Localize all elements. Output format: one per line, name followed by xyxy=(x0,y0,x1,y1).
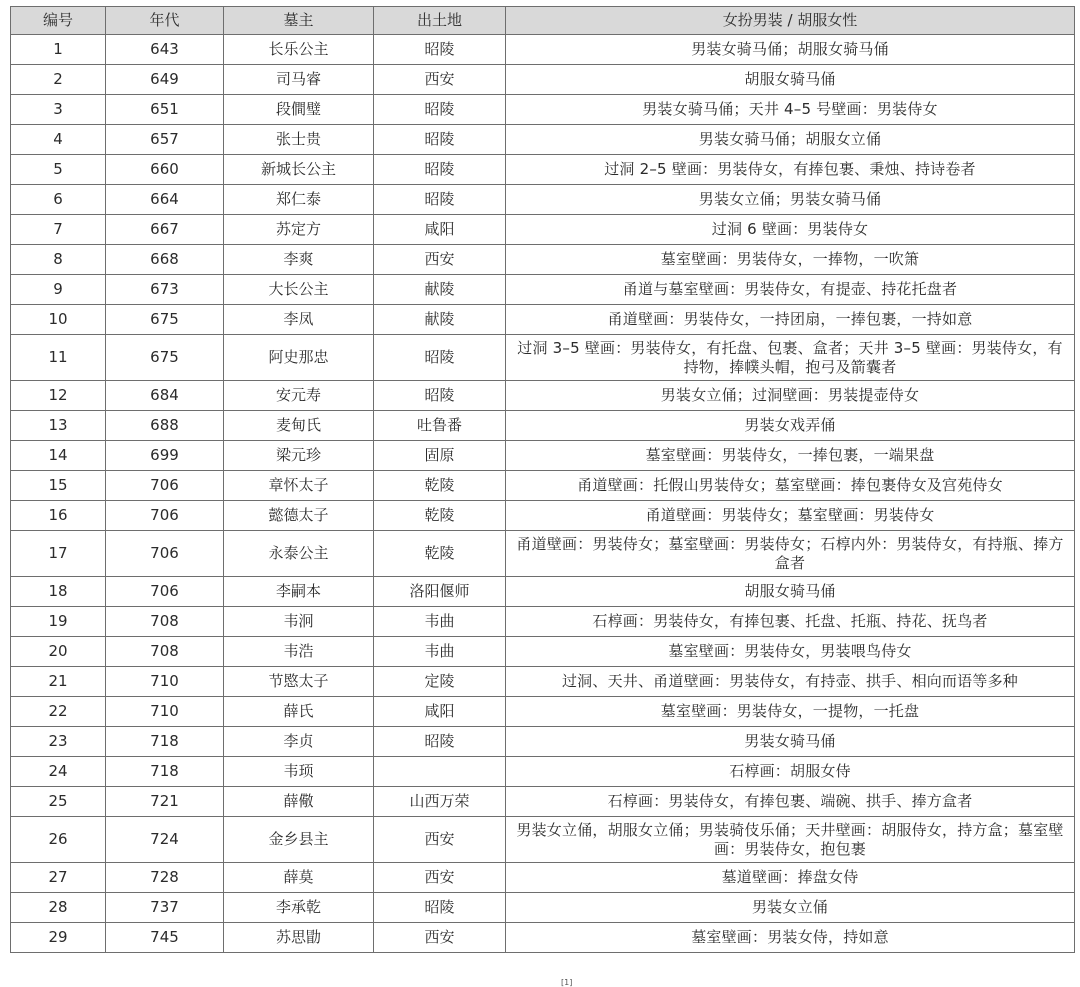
cell-tomb-owner: 薛儆 xyxy=(224,787,374,817)
table-row xyxy=(11,727,1075,757)
cell-excavation-site: 昭陵 xyxy=(374,381,506,411)
table-row xyxy=(11,335,1075,381)
tomb-table-container xyxy=(10,6,1074,953)
cell-number: 3 xyxy=(11,95,106,125)
cell-description: 甬道壁画：男装侍女；墓室壁画：男装侍女 xyxy=(506,501,1075,531)
table-row xyxy=(11,787,1075,817)
cell-excavation-site: 乾陵 xyxy=(374,471,506,501)
cell-year: 684 xyxy=(106,381,224,411)
cell-year: 728 xyxy=(106,863,224,893)
header-year: 年代 xyxy=(106,7,224,35)
cell-tomb-owner: 懿德太子 xyxy=(224,501,374,531)
cell-tomb-owner: 张士贵 xyxy=(224,125,374,155)
cell-tomb-owner: 李嗣本 xyxy=(224,577,374,607)
table-row xyxy=(11,125,1075,155)
cell-year: 667 xyxy=(106,215,224,245)
table-row xyxy=(11,245,1075,275)
table-row xyxy=(11,893,1075,923)
cell-year: 706 xyxy=(106,501,224,531)
cell-description: 甬道壁画：托假山男装侍女；墓室壁画：捧包裹侍女及宫苑侍女 xyxy=(506,471,1075,501)
header-number: 编号 xyxy=(11,7,106,35)
cell-description: 过洞 6 壁画：男装侍女 xyxy=(506,215,1075,245)
cell-tomb-owner: 金乡县主 xyxy=(224,817,374,863)
cell-tomb-owner: 李凤 xyxy=(224,305,374,335)
cell-tomb-owner: 大长公主 xyxy=(224,275,374,305)
cell-tomb-owner: 新城长公主 xyxy=(224,155,374,185)
cell-excavation-site: 韦曲 xyxy=(374,637,506,667)
cell-year: 710 xyxy=(106,667,224,697)
cell-excavation-site: 洛阳偃师 xyxy=(374,577,506,607)
cell-description: 墓室壁画：男装侍女，一捧物，一吹箫 xyxy=(506,245,1075,275)
cell-excavation-site: 昭陵 xyxy=(374,155,506,185)
table-row xyxy=(11,923,1075,953)
cell-excavation-site: 西安 xyxy=(374,923,506,953)
cell-tomb-owner: 梁元珍 xyxy=(224,441,374,471)
cell-description: 男装女立俑 xyxy=(506,893,1075,923)
cell-year: 643 xyxy=(106,35,224,65)
cell-description: 墓室壁画：男装侍女，一捧包裹，一端果盘 xyxy=(506,441,1075,471)
cell-tomb-owner: 司马睿 xyxy=(224,65,374,95)
cell-number: 9 xyxy=(11,275,106,305)
table-row xyxy=(11,863,1075,893)
table-row xyxy=(11,667,1075,697)
cell-number: 23 xyxy=(11,727,106,757)
cell-excavation-site: 昭陵 xyxy=(374,125,506,155)
cell-year: 673 xyxy=(106,275,224,305)
header-description: 女扮男装 / 胡服女性 xyxy=(506,7,1075,35)
footnote-marker: [1] xyxy=(561,978,573,987)
cell-description: 男装女戏弄俑 xyxy=(506,411,1075,441)
cell-number: 17 xyxy=(11,531,106,577)
cell-number: 18 xyxy=(11,577,106,607)
cell-excavation-site: 昭陵 xyxy=(374,185,506,215)
cell-description: 男装女立俑；男装女骑马俑 xyxy=(506,185,1075,215)
cell-tomb-owner: 薛氏 xyxy=(224,697,374,727)
table-row xyxy=(11,215,1075,245)
cell-number: 2 xyxy=(11,65,106,95)
table-row xyxy=(11,607,1075,637)
cell-year: 651 xyxy=(106,95,224,125)
table-row xyxy=(11,65,1075,95)
table-row xyxy=(11,95,1075,125)
cell-excavation-site: 西安 xyxy=(374,65,506,95)
cell-tomb-owner: 韦浩 xyxy=(224,637,374,667)
cell-tomb-owner: 李爽 xyxy=(224,245,374,275)
cell-number: 5 xyxy=(11,155,106,185)
table-row xyxy=(11,501,1075,531)
table-row xyxy=(11,35,1075,65)
cell-excavation-site: 昭陵 xyxy=(374,335,506,381)
cell-excavation-site: 献陵 xyxy=(374,305,506,335)
cell-year: 718 xyxy=(106,727,224,757)
cell-year: 688 xyxy=(106,411,224,441)
cell-description: 墓室壁画：男装女侍，持如意 xyxy=(506,923,1075,953)
cell-description: 过洞 3–5 壁画：男装侍女，有托盘、包裹、盒者；天井 3–5 壁画：男装侍女，有持物，捧幞头帽，抱弓及箭囊者 xyxy=(506,335,1075,381)
cell-number: 24 xyxy=(11,757,106,787)
cell-year: 699 xyxy=(106,441,224,471)
tomb-figures-table xyxy=(10,6,1075,953)
cell-number: 7 xyxy=(11,215,106,245)
cell-description: 胡服女骑马俑 xyxy=(506,65,1075,95)
cell-number: 10 xyxy=(11,305,106,335)
table-row xyxy=(11,531,1075,577)
cell-year: 675 xyxy=(106,305,224,335)
cell-description: 甬道与墓室壁画：男装侍女，有提壶、持花托盘者 xyxy=(506,275,1075,305)
cell-description: 男装女骑马俑；天井 4–5 号壁画：男装侍女 xyxy=(506,95,1075,125)
cell-excavation-site: 定陵 xyxy=(374,667,506,697)
cell-description: 男装女立俑，胡服女立俑；男装骑伎乐俑；天井壁画：胡服侍女，持方盒；墓室壁画：男装侍女，抱包裹 xyxy=(506,817,1075,863)
table-body xyxy=(11,35,1075,953)
cell-year: 675 xyxy=(106,335,224,381)
cell-tomb-owner: 韦顼 xyxy=(224,757,374,787)
table-row xyxy=(11,471,1075,501)
cell-year: 668 xyxy=(106,245,224,275)
cell-year: 724 xyxy=(106,817,224,863)
cell-excavation-site: 西安 xyxy=(374,817,506,863)
cell-number: 25 xyxy=(11,787,106,817)
cell-excavation-site: 韦曲 xyxy=(374,607,506,637)
cell-description: 男装女骑马俑；胡服女骑马俑 xyxy=(506,35,1075,65)
cell-tomb-owner: 段僴璧 xyxy=(224,95,374,125)
cell-year: 721 xyxy=(106,787,224,817)
cell-excavation-site: 咸阳 xyxy=(374,215,506,245)
cell-number: 22 xyxy=(11,697,106,727)
cell-tomb-owner: 节愍太子 xyxy=(224,667,374,697)
cell-number: 4 xyxy=(11,125,106,155)
cell-tomb-owner: 永泰公主 xyxy=(224,531,374,577)
cell-year: 706 xyxy=(106,471,224,501)
cell-description: 甬道壁画：男装侍女，一持团扇，一捧包裹，一持如意 xyxy=(506,305,1075,335)
table-row xyxy=(11,185,1075,215)
cell-number: 27 xyxy=(11,863,106,893)
cell-year: 649 xyxy=(106,65,224,95)
cell-tomb-owner: 章怀太子 xyxy=(224,471,374,501)
cell-number: 20 xyxy=(11,637,106,667)
cell-number: 12 xyxy=(11,381,106,411)
cell-number: 16 xyxy=(11,501,106,531)
cell-tomb-owner: 安元寿 xyxy=(224,381,374,411)
cell-tomb-owner: 韦泂 xyxy=(224,607,374,637)
cell-number: 8 xyxy=(11,245,106,275)
cell-excavation-site: 固原 xyxy=(374,441,506,471)
cell-description: 过洞 2–5 壁画：男装侍女，有捧包裹、秉烛、持诗卷者 xyxy=(506,155,1075,185)
cell-excavation-site: 昭陵 xyxy=(374,35,506,65)
cell-excavation-site: 昭陵 xyxy=(374,95,506,125)
cell-number: 19 xyxy=(11,607,106,637)
cell-year: 664 xyxy=(106,185,224,215)
cell-tomb-owner: 苏思勖 xyxy=(224,923,374,953)
cell-tomb-owner: 郑仁泰 xyxy=(224,185,374,215)
cell-excavation-site: 西安 xyxy=(374,245,506,275)
cell-description: 男装女立俑；过洞壁画：男装提壶侍女 xyxy=(506,381,1075,411)
cell-number: 26 xyxy=(11,817,106,863)
cell-number: 28 xyxy=(11,893,106,923)
header-excavation-site: 出土地 xyxy=(374,7,506,35)
cell-year: 737 xyxy=(106,893,224,923)
cell-description: 墓室壁画：男装侍女，一提物，一托盘 xyxy=(506,697,1075,727)
cell-tomb-owner: 麦甸氏 xyxy=(224,411,374,441)
table-row xyxy=(11,275,1075,305)
cell-tomb-owner: 李贞 xyxy=(224,727,374,757)
cell-excavation-site: 西安 xyxy=(374,863,506,893)
cell-description: 男装女骑马俑；胡服女立俑 xyxy=(506,125,1075,155)
cell-description: 墓室壁画：男装侍女，男装喂鸟侍女 xyxy=(506,637,1075,667)
table-row xyxy=(11,697,1075,727)
cell-year: 708 xyxy=(106,637,224,667)
cell-number: 14 xyxy=(11,441,106,471)
cell-excavation-site: 咸阳 xyxy=(374,697,506,727)
cell-excavation-site: 山西万荣 xyxy=(374,787,506,817)
table-row xyxy=(11,577,1075,607)
table-header-row xyxy=(11,7,1075,35)
cell-year: 718 xyxy=(106,757,224,787)
cell-number: 1 xyxy=(11,35,106,65)
cell-number: 21 xyxy=(11,667,106,697)
cell-year: 710 xyxy=(106,697,224,727)
header-tomb-owner: 墓主 xyxy=(224,7,374,35)
cell-description: 石椁画：胡服女侍 xyxy=(506,757,1075,787)
cell-year: 706 xyxy=(106,577,224,607)
cell-number: 15 xyxy=(11,471,106,501)
cell-description: 过洞、天井、甬道壁画：男装侍女，有持壶、拱手、相向而语等多种 xyxy=(506,667,1075,697)
table-row xyxy=(11,441,1075,471)
cell-tomb-owner: 苏定方 xyxy=(224,215,374,245)
cell-description: 石椁画：男装侍女，有捧包裹、端碗、拱手、捧方盒者 xyxy=(506,787,1075,817)
cell-excavation-site: 昭陵 xyxy=(374,727,506,757)
table-row xyxy=(11,757,1075,787)
table-row xyxy=(11,305,1075,335)
cell-number: 13 xyxy=(11,411,106,441)
table-row xyxy=(11,817,1075,863)
cell-excavation-site: 乾陵 xyxy=(374,501,506,531)
table-row xyxy=(11,155,1075,185)
cell-tomb-owner: 薛莫 xyxy=(224,863,374,893)
cell-excavation-site: 乾陵 xyxy=(374,531,506,577)
cell-year: 706 xyxy=(106,531,224,577)
cell-number: 29 xyxy=(11,923,106,953)
cell-description: 墓道壁画：捧盘女侍 xyxy=(506,863,1075,893)
table-row xyxy=(11,637,1075,667)
cell-year: 708 xyxy=(106,607,224,637)
cell-number: 11 xyxy=(11,335,106,381)
cell-description: 男装女骑马俑 xyxy=(506,727,1075,757)
cell-tomb-owner: 阿史那忠 xyxy=(224,335,374,381)
cell-excavation-site: 献陵 xyxy=(374,275,506,305)
cell-description: 石椁画：男装侍女，有捧包裹、托盘、托瓶、持花、抚鸟者 xyxy=(506,607,1075,637)
cell-excavation-site: 吐鲁番 xyxy=(374,411,506,441)
cell-year: 745 xyxy=(106,923,224,953)
cell-number: 6 xyxy=(11,185,106,215)
cell-tomb-owner: 长乐公主 xyxy=(224,35,374,65)
cell-year: 660 xyxy=(106,155,224,185)
cell-excavation-site: 昭陵 xyxy=(374,893,506,923)
cell-year: 657 xyxy=(106,125,224,155)
table-row xyxy=(11,411,1075,441)
cell-excavation-site xyxy=(374,757,506,787)
cell-description: 胡服女骑马俑 xyxy=(506,577,1075,607)
cell-tomb-owner: 李承乾 xyxy=(224,893,374,923)
cell-description: 甬道壁画：男装侍女；墓室壁画：男装侍女；石椁内外：男装侍女，有持瓶、捧方盒者 xyxy=(506,531,1075,577)
table-row xyxy=(11,381,1075,411)
